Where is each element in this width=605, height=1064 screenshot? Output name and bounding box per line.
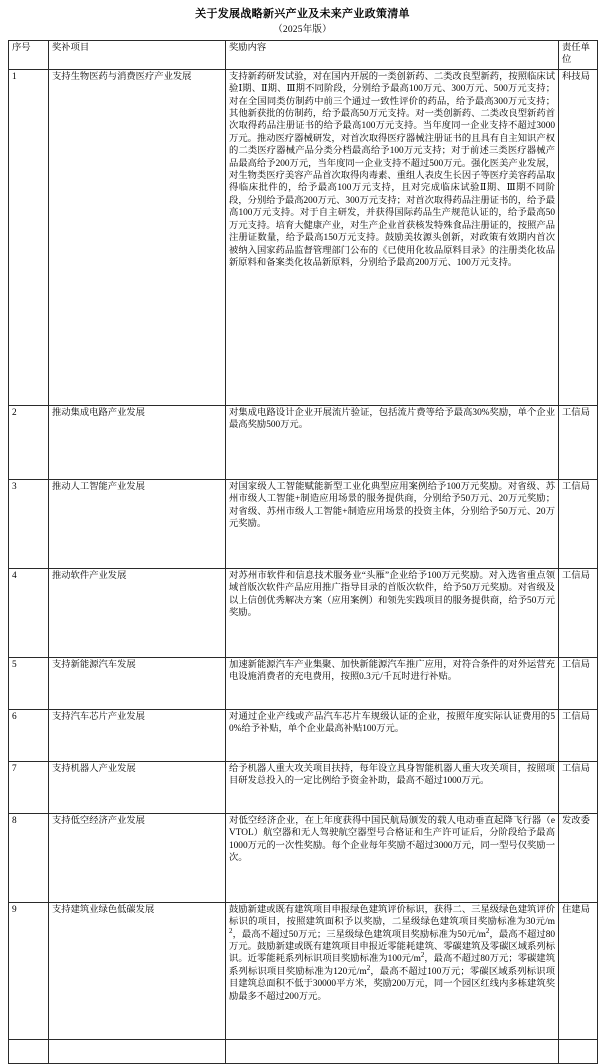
cell-unit: 工信局 [559, 405, 598, 479]
table-header-row [9, 41, 598, 70]
cell-content [226, 761, 559, 813]
column-header-content: 奖励内容 [226, 41, 559, 70]
cell-content-text: 对集成电路设计企业开展流片验证，包括流片费等给予最高30%奖励，单个企业最高奖励500万元。 [229, 407, 555, 431]
table-row [9, 479, 598, 568]
square-meter-superscript: 2 [485, 926, 490, 935]
column-header-item: 奖补项目 [49, 41, 226, 70]
cell-item: 支持低空经济产业发展 [49, 813, 226, 902]
cell-seq: 8 [9, 813, 49, 902]
cell-item: 推动集成电路产业发展 [49, 405, 226, 479]
cell-content [226, 69, 559, 405]
table-row [9, 709, 598, 761]
cell-content [226, 709, 559, 761]
cell-content-text: 鼓励新建或既有建筑项目申报绿色建筑评价标识，获得二、三星级绿色建筑评价标识的项目，按照建筑面积予以奖励，二星级绿色建筑项目奖励标准为30元$/m^2$，最高不超过50万元；三星级绿色建筑项目奖励标准为50元$/m^2$，最高不超过80万元。鼓励新建或既有建筑项目申报近零能耗建筑、零碳建筑及零碳区域系列标识。近零能耗系列标识项目奖励标准为100元$/m^2$，最高不超过80万元；零碳建筑系列标识项目奖励标准为120元$/m^2$，最高不超过100万元；零碳区域系列标识项目建筑总面积不低于30000平方米，奖励200万元，同一个园区红线内多栋建筑奖励最多不超过200万元。 [229, 904, 555, 1002]
cell-content-text: 给予机器人重大攻关项目扶持，每年设立具身智能机器人重大攻关项目，按照项目研发总投入的一定比例给予资金补助，最高不超过1000万元。 [229, 763, 555, 787]
square-meter-superscript: 2 [229, 926, 233, 935]
cell-unit: 工信局 [559, 761, 598, 813]
column-header-unit: 责任单位 [559, 41, 598, 70]
table-row [9, 761, 598, 813]
cell-item: 支持建筑业绿色低碳发展 [49, 902, 226, 1039]
cell-unit: 工信局 [559, 568, 598, 657]
cell-content-text: 支持新药研发试验，对在国内开展的一类创新药、二类改良型新药，按照临床试验Ⅰ期、Ⅱ期、Ⅲ期不同阶段，分别给予最高100万元、300万元、500万元支持；对在全国同类仿制药中前三个通过一致性评价的药品，给予最高300万元支持；其他新获批的仿制药，给予最高50万元支持。对一类创新药、二类改良型新药首次取得药品注册证书的给予最高100万元支持。当年度同一企业支持不超过3000万元。推动医疗器械研发，对首次取得医疗器械注册证书的且具有自主知识产权的二类医疗器械产品分类分档最高给予100万元支持；对于前述三类医疗器械产品最高给予200万元，当年度同一企业支持不超过500万元。强化医美产业发展，对生物类医疗美容产品首次取得肉毒素、重组人表皮生长因子等医疗美容药品取得临床批件的，给予最高100万元支持，且对完成临床试验Ⅱ期、Ⅲ期不同阶段，分别给予最高200万元、300万元支持；对首次取得药品注册证书的，给予最高100万元支持。对于自主研发，并获得国际药品生产规范认证的，给予最高50万元支持。培育大健康产业，对生产企业首获核发特殊食品注册证的，按照产品注册证数量，给予最高150万元支持。鼓励美妆源头创新，对政策有效期内首次被纳入国家药品监督管理部门公布的《已使用化妆品原料目录》的注册类化妆品新原料和备案类化妆品新原料，分别给予最高200万元、100万元支持。 [229, 71, 555, 268]
cell-content [226, 1039, 559, 1063]
table-row [9, 657, 598, 709]
table-row [9, 813, 598, 902]
square-meter-superscript: 2 [366, 963, 371, 972]
cell-item: 支持新能源汽车发展 [49, 657, 226, 709]
policy-table [8, 40, 598, 1064]
cell-seq: 6 [9, 709, 49, 761]
cell-seq: 9 [9, 902, 49, 1039]
cell-seq: 2 [9, 405, 49, 479]
cell-content [226, 657, 559, 709]
cell-seq: 4 [9, 568, 49, 657]
cell-item [49, 1039, 226, 1063]
page-subtitle: （2025年版） [273, 25, 332, 35]
cell-content-text: 对国家级人工智能赋能新型工业化典型应用案例给予100万元奖励。对省级、苏州市级人工智能+制造应用场景的服务提供商，分别给予50万元、20万元奖励；对省级、苏州市级人工智能+制造应用场景的投资主体，分别给予50万元、20万元奖励。 [229, 481, 555, 530]
cell-content [226, 902, 559, 1039]
cell-seq: 3 [9, 479, 49, 568]
cell-unit: 发改委 [559, 813, 598, 902]
cell-unit: 工信局 [559, 657, 598, 709]
cell-item: 推动软件产业发展 [49, 568, 226, 657]
cell-unit: 工信局 [559, 709, 598, 761]
cell-seq [9, 1039, 49, 1063]
cell-content [226, 405, 559, 479]
cell-item: 支持机器人产业发展 [49, 761, 226, 813]
table-row [9, 405, 598, 479]
cell-seq: 5 [9, 657, 49, 709]
cell-content [226, 479, 559, 568]
table-row [9, 902, 598, 1039]
table-row [9, 69, 598, 405]
column-header-seq: 序号 [9, 41, 49, 70]
cell-item: 支持汽车芯片产业发展 [49, 709, 226, 761]
cell-unit: 科技局 [559, 69, 598, 405]
cell-item: 推动人工智能产业发展 [49, 479, 226, 568]
page-title: 关于发展战略新兴产业及未来产业政策清单 [195, 8, 410, 20]
cell-content-text: 加速新能源汽车产业集聚、加快新能源汽车推广应用，对符合条件的对外运营充电设施消费者的充电费用，按照0.3元/千瓦时进行补贴。 [229, 659, 555, 683]
cell-content [226, 813, 559, 902]
cell-seq: 1 [9, 69, 49, 405]
table-row-partial [9, 1039, 598, 1063]
cell-content [226, 568, 559, 657]
table-row [9, 568, 598, 657]
cell-seq: 7 [9, 761, 49, 813]
cell-content-text: 对低空经济企业，在上年度获得中国民航局颁发的载人电动垂直起降飞行器（eVTOL）航空器和无人驾驶航空器型号合格证和生产许可证后，分阶段给予最高1000万元的一次性奖励。每个企业每年奖励不超过3000万元，同一型号仅奖励一次。 [229, 815, 555, 864]
cell-content-text: 对通过企业产线或产品汽车芯片车规级认证的企业，按照年度实际认证费用的50%给予补贴，单个企业最高补贴100万元。 [229, 711, 555, 735]
cell-unit [559, 1039, 598, 1063]
cell-content-text: 对苏州市软件和信息技术服务业“头雁”企业给予100万元奖励。对入选省重点领域首版次软件产品应用推广指导目录的首版次软件，给予50万元奖励。对省级及以上信创优秀解决方案（应用案例）和领先实践项目的服务提供商，给予50万元奖励。 [229, 570, 555, 619]
cell-item: 支持生物医药与消费医疗产业发展 [49, 69, 226, 405]
cell-unit: 住建局 [559, 902, 598, 1039]
cell-unit: 工信局 [559, 479, 598, 568]
square-meter-superscript: 2 [420, 951, 425, 960]
